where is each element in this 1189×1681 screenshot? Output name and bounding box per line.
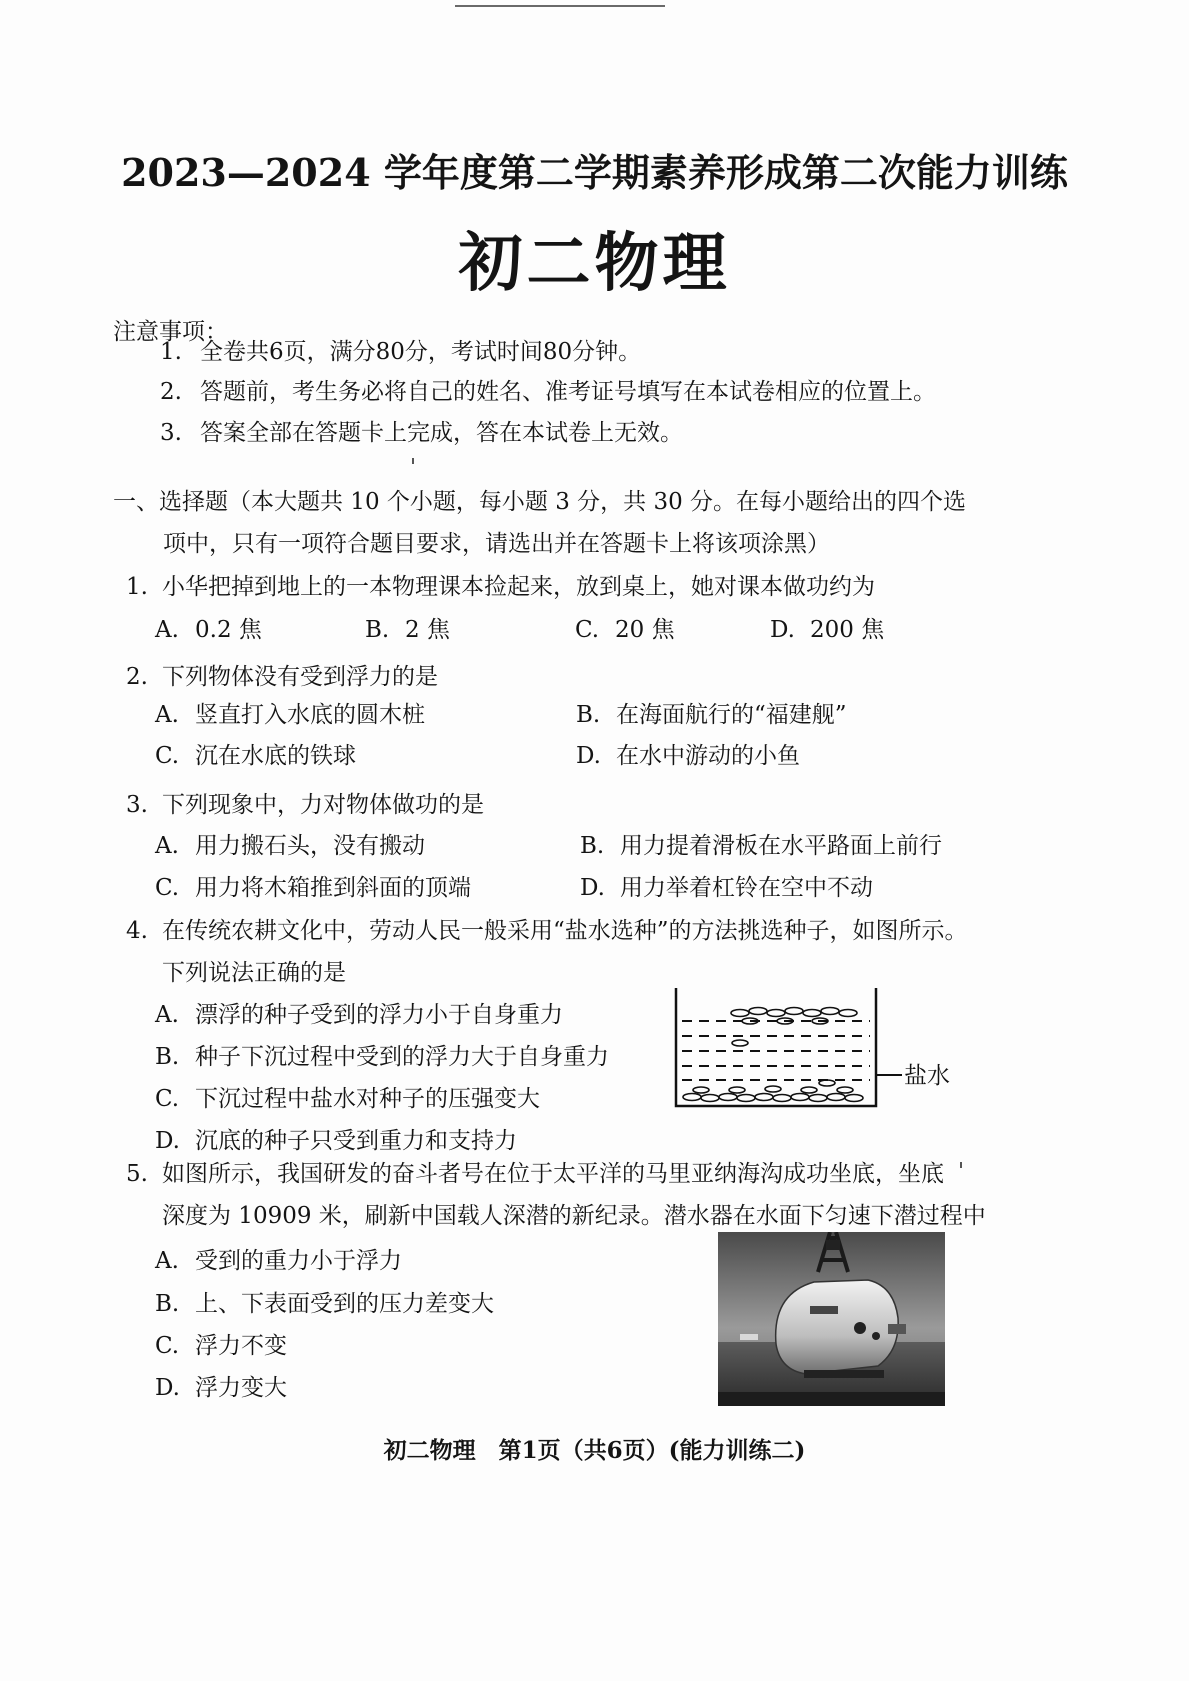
option-letter: B. xyxy=(365,617,390,643)
exam-title: 2023—2024 学年度第二学期素养形成第二次能力训练 xyxy=(121,150,1068,195)
notice-item xyxy=(160,333,641,366)
deck-edge xyxy=(718,1392,945,1406)
option xyxy=(365,611,450,644)
option-text: 上、下表面受到的压力差变大 xyxy=(195,1291,494,1317)
option-text: 在海面航行的“福建舰” xyxy=(616,702,847,728)
submersible-thruster xyxy=(888,1324,906,1334)
option-text: 浮力不变 xyxy=(195,1333,287,1359)
option-letter: D. xyxy=(155,1128,180,1154)
question-number: 2. xyxy=(126,664,148,690)
question-number: 1. xyxy=(126,574,148,600)
question-text: 下列现象中，力对物体做功的是 xyxy=(162,792,484,818)
option-letter: C. xyxy=(155,1086,180,1112)
question-text: 在传统农耕文化中，劳动人民一般采用“盐水选种”的方法挑选种子，如图所示。 xyxy=(162,918,968,944)
submersible-skid xyxy=(804,1370,884,1378)
option-letter: B. xyxy=(576,702,601,728)
question-number: 4. xyxy=(126,918,148,944)
option xyxy=(155,827,425,860)
option xyxy=(155,1038,609,1071)
salt-water-beaker-figure xyxy=(670,988,960,1118)
option-text: 用力搬石头，没有搬动 xyxy=(195,833,425,859)
option xyxy=(155,1080,540,1113)
option-letter: A. xyxy=(155,617,179,643)
question-text: 小华把掉到地上的一本物理课本捡起来，放到桌上，她对课本做功约为 xyxy=(162,574,875,600)
notice-heading: 注意事项： xyxy=(113,319,228,345)
option xyxy=(575,611,675,644)
question-stem xyxy=(126,658,438,691)
option-letter: A. xyxy=(155,1248,179,1274)
option-text: 用力将木箱推到斜面的顶端 xyxy=(195,875,471,901)
submersible-porthole xyxy=(854,1322,866,1334)
option-text: 种子下沉过程中受到的浮力大于自身重力 xyxy=(195,1044,609,1070)
option-letter: D. xyxy=(770,617,795,643)
option xyxy=(576,737,800,770)
stray-mark xyxy=(960,1162,962,1168)
notice-item xyxy=(160,414,683,447)
option xyxy=(155,737,356,770)
option-text: 200 焦 xyxy=(810,617,885,643)
section-heading-line: 项中，只有一项符合题目要求，请选出并在答题卡上将该项涂黑） xyxy=(163,531,830,557)
submersible-nameplate xyxy=(810,1306,838,1314)
option-letter: C. xyxy=(155,1333,180,1359)
option xyxy=(155,1122,517,1155)
salt-water-label: 盐水 xyxy=(904,1063,950,1089)
option-text: 2 焦 xyxy=(405,617,450,643)
top-edge-line xyxy=(455,5,665,7)
page-footer: 初二物理 第1页（共6页）(能力训练二) xyxy=(383,1437,806,1464)
option xyxy=(155,696,425,729)
notice-item-text: 答案全部在答题卡上完成，答在本试卷上无效。 xyxy=(200,420,683,446)
option-text: 沉底的种子只受到重力和支持力 xyxy=(195,1128,517,1154)
option xyxy=(155,996,563,1029)
notice-item-number: 2. xyxy=(160,379,182,405)
notice-item-text: 答题前，考生务必将自己的姓名、准考证号填写在本试卷相应的位置上。 xyxy=(200,379,936,405)
option-text: 下沉过程中盐水对种子的压强变大 xyxy=(195,1086,540,1112)
option-text: 0.2 焦 xyxy=(195,617,262,643)
option-letter: D. xyxy=(580,875,605,901)
option-letter: D. xyxy=(576,743,601,769)
option-text: 20 焦 xyxy=(615,617,675,643)
option xyxy=(155,1285,494,1318)
crane-block xyxy=(826,1240,840,1250)
option-letter: B. xyxy=(155,1291,180,1317)
distant-ship xyxy=(740,1334,758,1340)
subject-title: 初二物理 xyxy=(458,226,731,301)
option-letter: B. xyxy=(580,833,605,859)
question-stem xyxy=(126,786,484,819)
option-letter: C. xyxy=(155,743,180,769)
question-number: 5. xyxy=(126,1161,148,1187)
option-letter: C. xyxy=(575,617,600,643)
question-stem xyxy=(126,912,968,945)
option-text: 漂浮的种子受到的浮力小于自身重力 xyxy=(195,1002,563,1028)
option-text: 受到的重力小于浮力 xyxy=(195,1248,402,1274)
option xyxy=(155,869,471,902)
option-letter: A. xyxy=(155,702,179,728)
section-heading xyxy=(113,481,966,565)
question-text-continued: 下列说法正确的是 xyxy=(162,960,346,986)
sunken-seeds xyxy=(683,1080,863,1102)
option-text: 用力提着滑板在水平路面上前行 xyxy=(620,833,942,859)
floating-seeds xyxy=(731,1008,857,1047)
notice-item-text: 全卷共6页，满分80分，考试时间80分钟。 xyxy=(200,339,642,365)
question-stem xyxy=(126,1155,944,1188)
option-letter: D. xyxy=(155,1375,180,1401)
option-text: 沉在水底的铁球 xyxy=(195,743,356,769)
question-text-continued: 深度为 10909 米，刷新中国载人深潜的新纪录。潜水器在水面下匀速下潜过程中 xyxy=(162,1203,986,1229)
option-text: 浮力变大 xyxy=(195,1375,287,1401)
question-text: 下列物体没有受到浮力的是 xyxy=(162,664,438,690)
submersible-photo xyxy=(718,1232,945,1406)
option xyxy=(580,869,873,902)
option-text: 在水中游动的小鱼 xyxy=(616,743,800,769)
water-dash-lines xyxy=(682,1021,870,1080)
option-letter: B. xyxy=(155,1044,180,1070)
option-letter: A. xyxy=(155,1002,179,1028)
notice-item-number: 3. xyxy=(160,420,182,446)
option xyxy=(155,1327,287,1360)
submersible-porthole xyxy=(872,1332,880,1340)
question-text: 如图所示，我国研发的奋斗者号在位于太平洋的马里亚纳海沟成功坐底，坐底 xyxy=(162,1161,944,1187)
notice-item-number: 1. xyxy=(160,339,182,365)
option xyxy=(155,1369,287,1402)
option xyxy=(155,611,262,644)
section-heading-line: 一、选择题（本大题共 10 个小题，每小题 3 分，共 30 分。在每小题给出的四个选 xyxy=(113,489,967,515)
option xyxy=(155,1242,402,1275)
submersible-hull xyxy=(776,1280,899,1374)
stray-mark xyxy=(412,458,414,464)
option-text: 竖直打入水底的圆木桩 xyxy=(195,702,425,728)
option xyxy=(576,696,847,729)
option-letter: A. xyxy=(155,833,179,859)
notice-item xyxy=(160,373,936,406)
question-number: 3. xyxy=(126,792,148,818)
option xyxy=(770,611,884,644)
question-stem xyxy=(126,568,875,601)
option-text: 用力举着杠铃在空中不动 xyxy=(620,875,873,901)
option xyxy=(580,827,942,860)
option-letter: C. xyxy=(155,875,180,901)
